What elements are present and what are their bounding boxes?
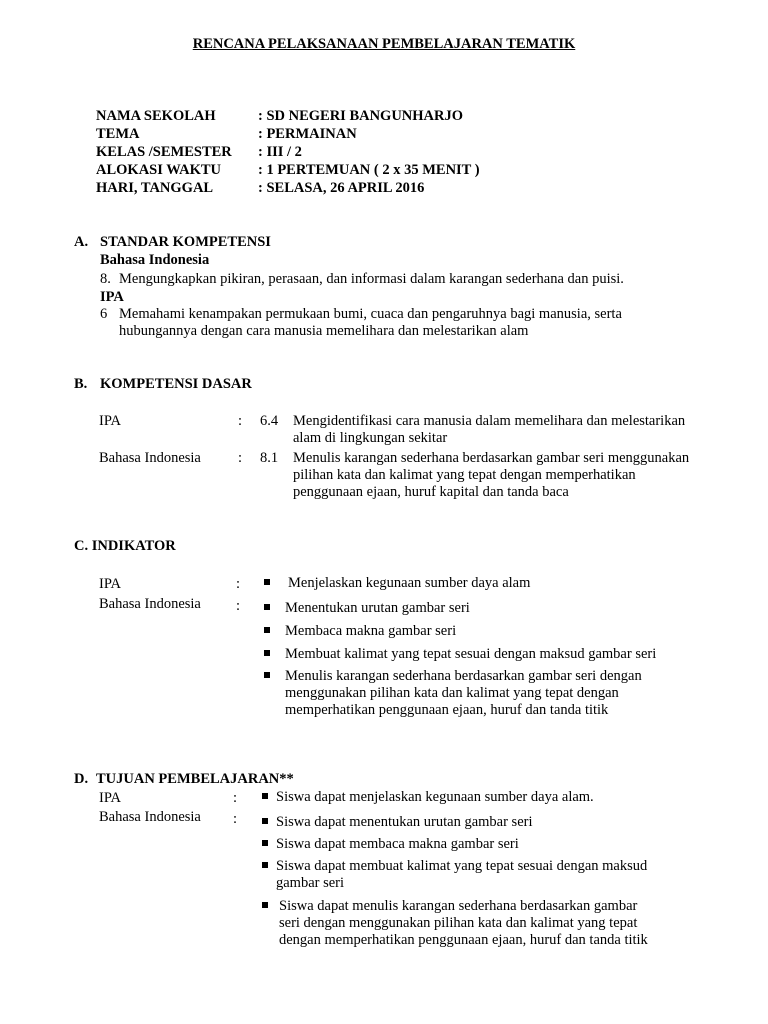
section-b-colon-bahasa: :: [238, 450, 243, 466]
section-d-subject-bahasa: Bahasa Indonesia: [99, 809, 201, 825]
section-a-item2-number: 6: [100, 306, 108, 322]
identity-label-theme: TEMA: [96, 126, 140, 142]
section-d-colon-ipa: :: [233, 790, 238, 806]
section-c-bi-item4-line1: Menulis karangan sederhana berdasarkan gambar seri dengan: [285, 668, 642, 684]
section-c-subject-ipa: IPA: [99, 576, 122, 592]
section-a-subject-bahasa: Bahasa Indonesia: [100, 252, 210, 268]
section-a-subject-ipa: IPA: [100, 289, 124, 305]
bullet-icon: [262, 840, 268, 846]
section-d-bi-item4-line3: dengan memperhatikan penggunaan ejaan, huruf dan tanda titik: [279, 932, 648, 948]
section-c-colon-bahasa: :: [236, 598, 241, 614]
bullet-icon: [264, 579, 270, 585]
section-b-text-ipa-line1: Mengidentifikasi cara manusia dalam memelihara dan melestarikan: [293, 413, 686, 429]
section-b-number-bahasa: 8.1: [260, 450, 279, 466]
section-a-heading: STANDAR KOMPETENSI: [100, 234, 271, 250]
section-c-ipa-item: Menjelaskan kegunaan sumber daya alam: [288, 575, 531, 591]
identity-label-date: HARI, TANGGAL: [96, 180, 214, 196]
identity-value-school: : SD NEGERI BANGUNHARJO: [258, 108, 464, 124]
section-a-item2-line2: hubungannya dengan cara manusia memelihara dan melestarikan alam: [119, 323, 529, 339]
section-d-bi-item2: Siswa dapat membaca makna gambar seri: [276, 836, 519, 852]
section-c-bi-item1: Menentukan urutan gambar seri: [285, 600, 470, 616]
section-a-item1-number: 8.: [100, 271, 111, 287]
bullet-icon: [262, 862, 268, 868]
section-d-ipa-item: Siswa dapat menjelaskan kegunaan sumber daya alam.: [276, 789, 594, 805]
section-b-heading: KOMPETENSI DASAR: [100, 376, 252, 392]
section-a-letter: A.: [74, 234, 89, 250]
section-b-letter: B.: [74, 376, 88, 392]
identity-value-date: : SELASA, 26 APRIL 2016: [258, 180, 425, 196]
section-c-heading: C. INDIKATOR: [74, 538, 176, 554]
bullet-icon: [262, 818, 268, 824]
section-d-bi-item4-line2: seri dengan menggunakan pilihan kata dan kalimat yang tepat: [279, 915, 638, 931]
section-b-text-ipa-line2: alam di lingkungan sekitar: [293, 430, 448, 446]
section-b-text-bahasa-line3: penggunaan ejaan, huruf kapital dan tanda baca: [293, 484, 569, 500]
identity-label-class: KELAS /SEMESTER: [96, 144, 232, 160]
identity-label-school: NAMA SEKOLAH: [96, 108, 216, 124]
section-c-colon-ipa: :: [236, 576, 241, 592]
section-d-bi-item3-line1: Siswa dapat membuat kalimat yang tepat sesuai dengan maksud: [276, 858, 648, 874]
section-d-subject-ipa: IPA: [99, 790, 122, 806]
bullet-icon: [264, 627, 270, 633]
section-d-heading: TUJUAN PEMBELAJARAN**: [96, 771, 294, 787]
section-b-text-bahasa-line2: pilihan kata dan kalimat yang tepat dengan memperhatikan: [293, 467, 636, 483]
bullet-icon: [262, 793, 268, 799]
identity-value-class: : III / 2: [258, 144, 302, 160]
section-b-number-ipa: 6.4: [260, 413, 279, 429]
section-a-item2-line1: Memahami kenampakan permukaan bumi, cuaca dan pengaruhnya bagi manusia, serta: [119, 306, 622, 322]
section-d-colon-bahasa: :: [233, 811, 238, 827]
bullet-icon: [264, 650, 270, 656]
bullet-icon: [264, 672, 270, 678]
section-b-subject-bahasa: Bahasa Indonesia: [99, 450, 201, 466]
identity-value-time: : 1 PERTEMUAN ( 2 x 35 MENIT ): [258, 162, 480, 178]
section-b-subject-ipa: IPA: [99, 413, 122, 429]
section-d-bi-item3-line2: gambar seri: [276, 875, 345, 891]
section-d-bi-item4-line1: Siswa dapat menulis karangan sederhana berdasarkan gambar: [279, 898, 638, 914]
section-c-bi-item4-line2: menggunakan pilihan kata dan kalimat yang tepat dengan: [285, 685, 619, 701]
section-c-bi-item2: Membaca makna gambar seri: [285, 623, 457, 639]
section-c-bi-item3: Membuat kalimat yang tepat sesuai dengan maksud gambar seri: [285, 646, 657, 662]
identity-label-time: ALOKASI WAKTU: [96, 162, 222, 178]
bullet-icon: [262, 902, 268, 908]
section-a-item1-text: Mengungkapkan pikiran, perasaan, dan informasi dalam karangan sederhana dan puisi.: [119, 271, 624, 287]
document-title: RENCANA PELAKSANAAN PEMBELAJARAN TEMATIK: [192, 36, 576, 52]
bullet-icon: [264, 604, 270, 610]
section-d-bi-item1: Siswa dapat menentukan urutan gambar seri: [276, 814, 533, 830]
section-c-bi-item4-line3: memperhatikan penggunaan ejaan, huruf dan tanda titik: [285, 702, 609, 718]
section-c-subject-bahasa: Bahasa Indonesia: [99, 596, 201, 612]
section-b-colon-ipa: :: [238, 413, 243, 429]
section-d-letter: D.: [74, 771, 89, 787]
section-b-text-bahasa-line1: Menulis karangan sederhana berdasarkan gambar seri menggunakan: [293, 450, 690, 466]
identity-value-theme: : PERMAINAN: [258, 126, 357, 142]
